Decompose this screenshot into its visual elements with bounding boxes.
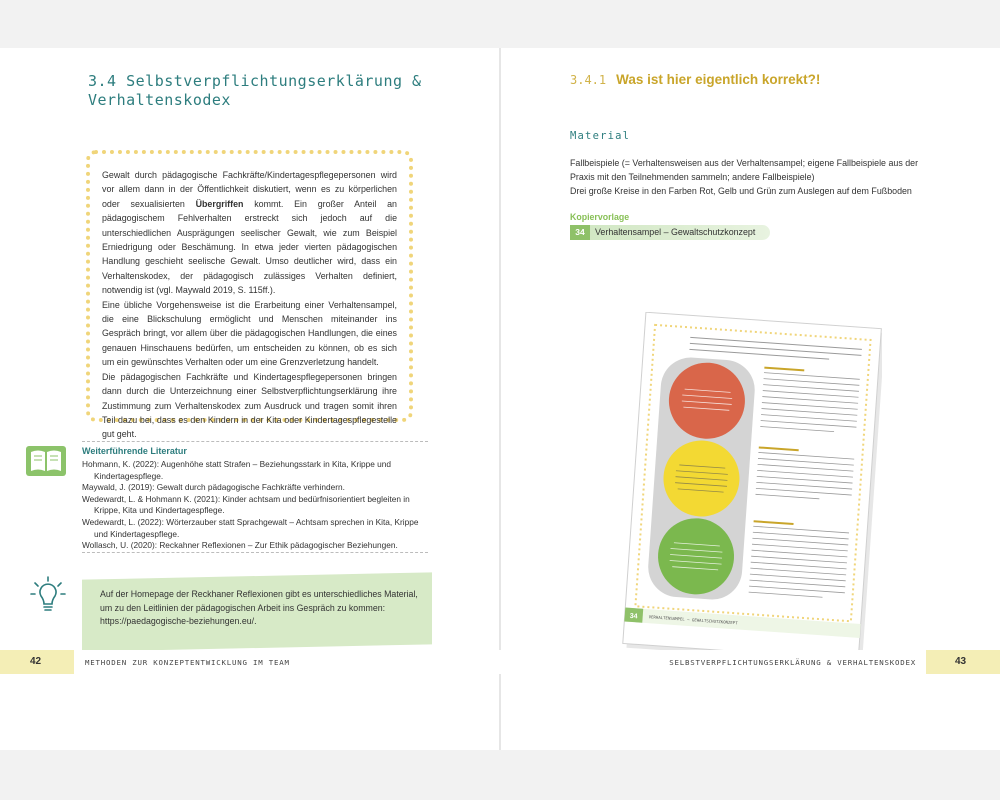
literature-item: Hohmann, K. (2022): Augenhöhe statt Strafen – Beziehungsstark in Kita, Krippe und Kindertagespflege.: [82, 459, 392, 481]
kopiervorlage-number: 34: [570, 225, 590, 240]
literature-item: Maywald, J. (2019): Gewalt durch pädagogische Fachkräfte verhindern.: [82, 482, 345, 493]
thumbnail-footer-text: VERHALTENSAMPEL – GEWALTSCHUTZKONZEPT: [648, 614, 738, 626]
material-heading: Material: [570, 130, 631, 142]
box-paragraph-1: Gewalt durch pädagogische Fachkräfte/Kindertagespflegepersonen wird vor allem dann in der Öffentlichkeit diskutiert, wenn es zu körperlichen oder sexualisierten Übergriffen kommt. Ein großer Anteil an pädagogischem Fehlverhalten erstreckt sich jedoch auf die unterschiedlichen Ausprägungen seelischer Gewalt, wie zum Beispiel Erniedrigung oder Beschämung. In etwa jeder vierten pädagogischen Handlung geschieht seelische Gewalt. Umso deutlicher wird, dass ein Verhaltenskodex, der pädagogisch zulässiges Verhalten definiert, notwendig ist (vgl. Maywald 2019, S. 115ff.).: [102, 170, 397, 296]
material-line: Drei große Kreise in den Farben Rot, Gelb und Grün zum Auslegen auf dem Fußboden: [570, 186, 912, 197]
subsection-number: 3.4.1: [570, 73, 607, 87]
running-head-right: SELBSTVERPFLICHTUNGSERKLÄRUNG & VERHALTENSKODEX: [669, 658, 916, 667]
literature-item: Wollasch, U. (2020): Reckahner Reflexionen – Zur Ethik pädagogischer Beziehungen.: [82, 540, 398, 551]
subsection-title: 3.4.1 Was ist hier eigentlich korrekt?!: [570, 72, 821, 87]
page-number-left: 42: [30, 656, 42, 667]
literature-heading: Weiterführende Literatur: [82, 446, 187, 456]
tip-text: Auf der Homepage der Reckhaner Reflexionen gibt es unterschiedliches Material, um zu den Leitlinien der pädagogischen Arbeit ins Gespräch zu kommen: https://paedagogische-beziehungen.eu/.: [100, 589, 418, 627]
box-paragraph-3: Die pädagogischen Fachkräfte und Kindertagespflegepersonen bringen dann durch die Unterzeichnung einer Selbstverpflichtungserklärung ihre Zustimmung zum Verhaltenskodex zum Ausdruck und tragen somit ihren Teil dazu bei, dass es den Kindern in der Kita oder Kindertagespflegestelle gut geht.: [102, 371, 397, 440]
thumbnail-footer-number: 34: [629, 612, 638, 621]
material-line: Fallbeispiele (= Verhaltensweisen aus der Verhaltensampel; eigene Fallbeispiele aus der Praxis mit den Teilnehmenden sammeln; andere Fallbeispiele): [570, 158, 919, 183]
bold-term: Übergriffen: [195, 198, 244, 209]
lightbulb-icon: [30, 576, 66, 616]
book-icon: [24, 444, 68, 478]
box-paragraph-2: Eine übliche Vorgehensweise ist die Erarbeitung einer Verhaltensampel, die eine Blickschulung ermöglicht und Menschen miteinander ins Gespräch bringt, vor allem über die pädagogischen Handlungen, die eines genauen Hinschauens bedürfen, um entscheiden zu können, ob es sich um ein gewünschtes Verhalten oder um eine Grenzverletzung handelt.: [102, 299, 397, 368]
kopiervorlage-title: Verhaltensampel – Gewaltschutzkonzept: [595, 227, 756, 237]
literature-item: Wedewardt, L. (2022): Wörterzauber statt Sprachgewalt – Achtsam sprechen in Kita, Krippe und Kindertagespflege.: [82, 516, 419, 539]
book-spine: [499, 48, 501, 750]
literature-list: [82, 459, 422, 552]
intro-box: [86, 150, 413, 440]
material-text: [570, 156, 930, 199]
running-head-left: METHODEN ZUR KONZEPTENTWICKLUNG IM TEAM: [85, 658, 290, 667]
page-number-right: 43: [955, 656, 967, 667]
literature-item: Wedewardt, L. & Hohmann K. (2021): Kinder achtsam und bedürfnisorientiert begleiten in Krippe, Kita und Kindertagespflege.: [82, 493, 410, 516]
kopiervorlage-thumbnail: [620, 312, 882, 662]
kopiervorlage-label: Kopiervorlage: [570, 212, 630, 222]
divider-bottom: [82, 552, 428, 553]
divider-top: [82, 441, 428, 442]
section-title: 3.4 Selbstverpflichtungserklärung & Verhaltenskodex: [88, 72, 422, 109]
